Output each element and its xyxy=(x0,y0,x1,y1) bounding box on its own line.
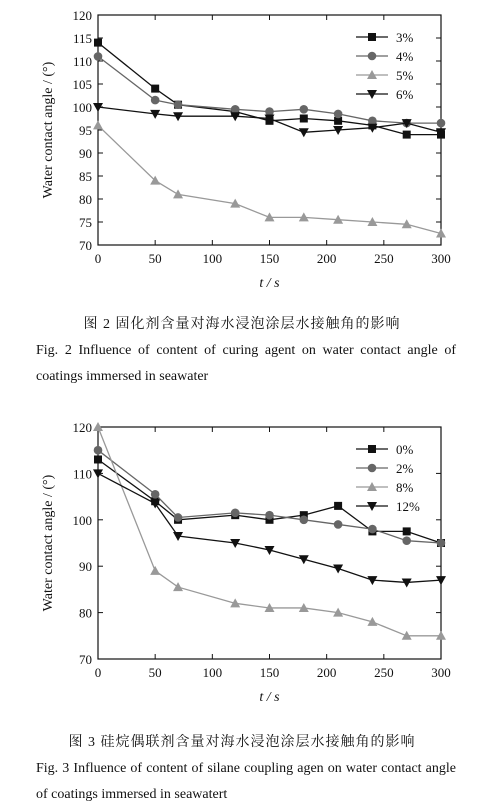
data-point xyxy=(334,520,343,529)
figure-2-caption-en: Fig. 2 Influence of content of curing agent on water contact angle of coatings immersed in seawater xyxy=(36,343,456,384)
x-axis-label: t / s xyxy=(259,690,280,705)
legend-marker xyxy=(368,52,377,61)
data-point xyxy=(265,511,274,520)
data-point xyxy=(402,536,411,545)
data-point xyxy=(437,119,446,128)
legend-label: 8% xyxy=(396,480,414,495)
x-tick-label: 300 xyxy=(431,665,451,680)
legend-marker xyxy=(368,464,377,473)
y-axis-label: Water contact angle / (°) xyxy=(41,61,56,199)
data-point xyxy=(403,527,411,535)
data-point xyxy=(94,52,103,61)
x-tick-label: 200 xyxy=(316,251,337,266)
data-point xyxy=(151,96,160,105)
legend-label: 12% xyxy=(396,499,420,514)
y-tick-label: 100 xyxy=(72,100,92,115)
y-tick-label: 105 xyxy=(72,77,92,92)
series-3pct xyxy=(94,39,445,139)
figure-3-chart xyxy=(0,410,484,720)
legend-marker xyxy=(368,33,376,41)
x-tick-label: 0 xyxy=(94,665,102,680)
y-tick-label: 80 xyxy=(79,192,92,207)
x-tick-label: 150 xyxy=(259,665,280,680)
y-tick-label: 80 xyxy=(79,605,92,621)
y-tick-label: 95 xyxy=(79,123,92,138)
y-tick-label: 70 xyxy=(79,652,92,667)
figure-2 xyxy=(0,0,484,390)
data-point xyxy=(334,502,342,510)
y-tick-label: 70 xyxy=(79,238,92,253)
x-tick-label: 0 xyxy=(94,251,102,266)
x-tick-label: 250 xyxy=(374,665,394,680)
data-point xyxy=(93,120,103,129)
data-point xyxy=(231,509,240,518)
x-tick-label: 200 xyxy=(316,665,337,680)
data-point xyxy=(94,39,102,47)
data-point xyxy=(150,566,160,575)
data-point xyxy=(173,189,183,198)
data-point xyxy=(174,513,183,522)
y-tick-label: 75 xyxy=(79,215,92,230)
y-tick-label: 90 xyxy=(79,559,92,575)
x-tick-label: 100 xyxy=(202,251,223,266)
data-point xyxy=(151,85,159,93)
figure-2-chart xyxy=(0,0,484,310)
data-point xyxy=(300,516,309,525)
x-tick-label: 300 xyxy=(431,251,451,266)
data-point xyxy=(173,582,183,591)
data-point xyxy=(402,578,412,587)
y-tick-label: 120 xyxy=(72,8,92,23)
legend-label: 6% xyxy=(396,87,414,102)
plot-frame xyxy=(98,427,441,659)
legend-label: 0% xyxy=(396,442,414,457)
data-point xyxy=(300,115,308,123)
data-point xyxy=(151,490,160,499)
data-point xyxy=(403,131,411,139)
figure-3-caption-zh: 图 3 硅烷偶联剂含量对海水浸泡涂层水接触角的影响 xyxy=(68,735,416,750)
legend-label: 2% xyxy=(396,461,414,476)
y-tick-label: 100 xyxy=(72,512,92,528)
x-tick-label: 250 xyxy=(374,251,394,266)
series-5pct xyxy=(93,120,446,237)
figure-3-caption-en: Fig. 3 Influence of content of silane coupling agen on water contact angle of coatings immersed in seawatert xyxy=(36,761,456,802)
y-tick-label: 90 xyxy=(79,146,92,161)
legend-label: 5% xyxy=(396,68,414,83)
y-tick-label: 85 xyxy=(79,169,92,184)
legend-label: 3% xyxy=(396,30,414,45)
data-point xyxy=(437,539,446,548)
y-tick-label: 115 xyxy=(72,31,92,46)
y-tick-label: 110 xyxy=(72,54,92,69)
series-0pct xyxy=(94,455,445,547)
series-2pct xyxy=(94,446,446,547)
data-point xyxy=(94,446,103,455)
y-tick-label: 120 xyxy=(72,420,92,435)
data-point xyxy=(174,100,183,109)
data-point xyxy=(299,128,309,137)
x-tick-label: 50 xyxy=(148,665,162,680)
data-point xyxy=(94,455,102,463)
x-axis-label: t / s xyxy=(259,276,280,291)
data-point xyxy=(334,110,343,119)
x-tick-label: 50 xyxy=(148,251,162,266)
x-tick-label: 150 xyxy=(259,251,280,266)
data-point xyxy=(300,105,309,114)
figure-3 xyxy=(0,410,484,812)
legend-marker xyxy=(368,445,376,453)
figure-2-caption-zh: 图 2 固化剂含量对海水浸泡涂层水接触角的影响 xyxy=(83,317,401,332)
legend-label: 4% xyxy=(396,49,414,64)
y-axis-label: Water contact angle / (°) xyxy=(41,474,56,612)
x-tick-label: 100 xyxy=(202,665,223,680)
y-tick-label: 110 xyxy=(72,466,92,482)
data-point xyxy=(368,525,377,534)
